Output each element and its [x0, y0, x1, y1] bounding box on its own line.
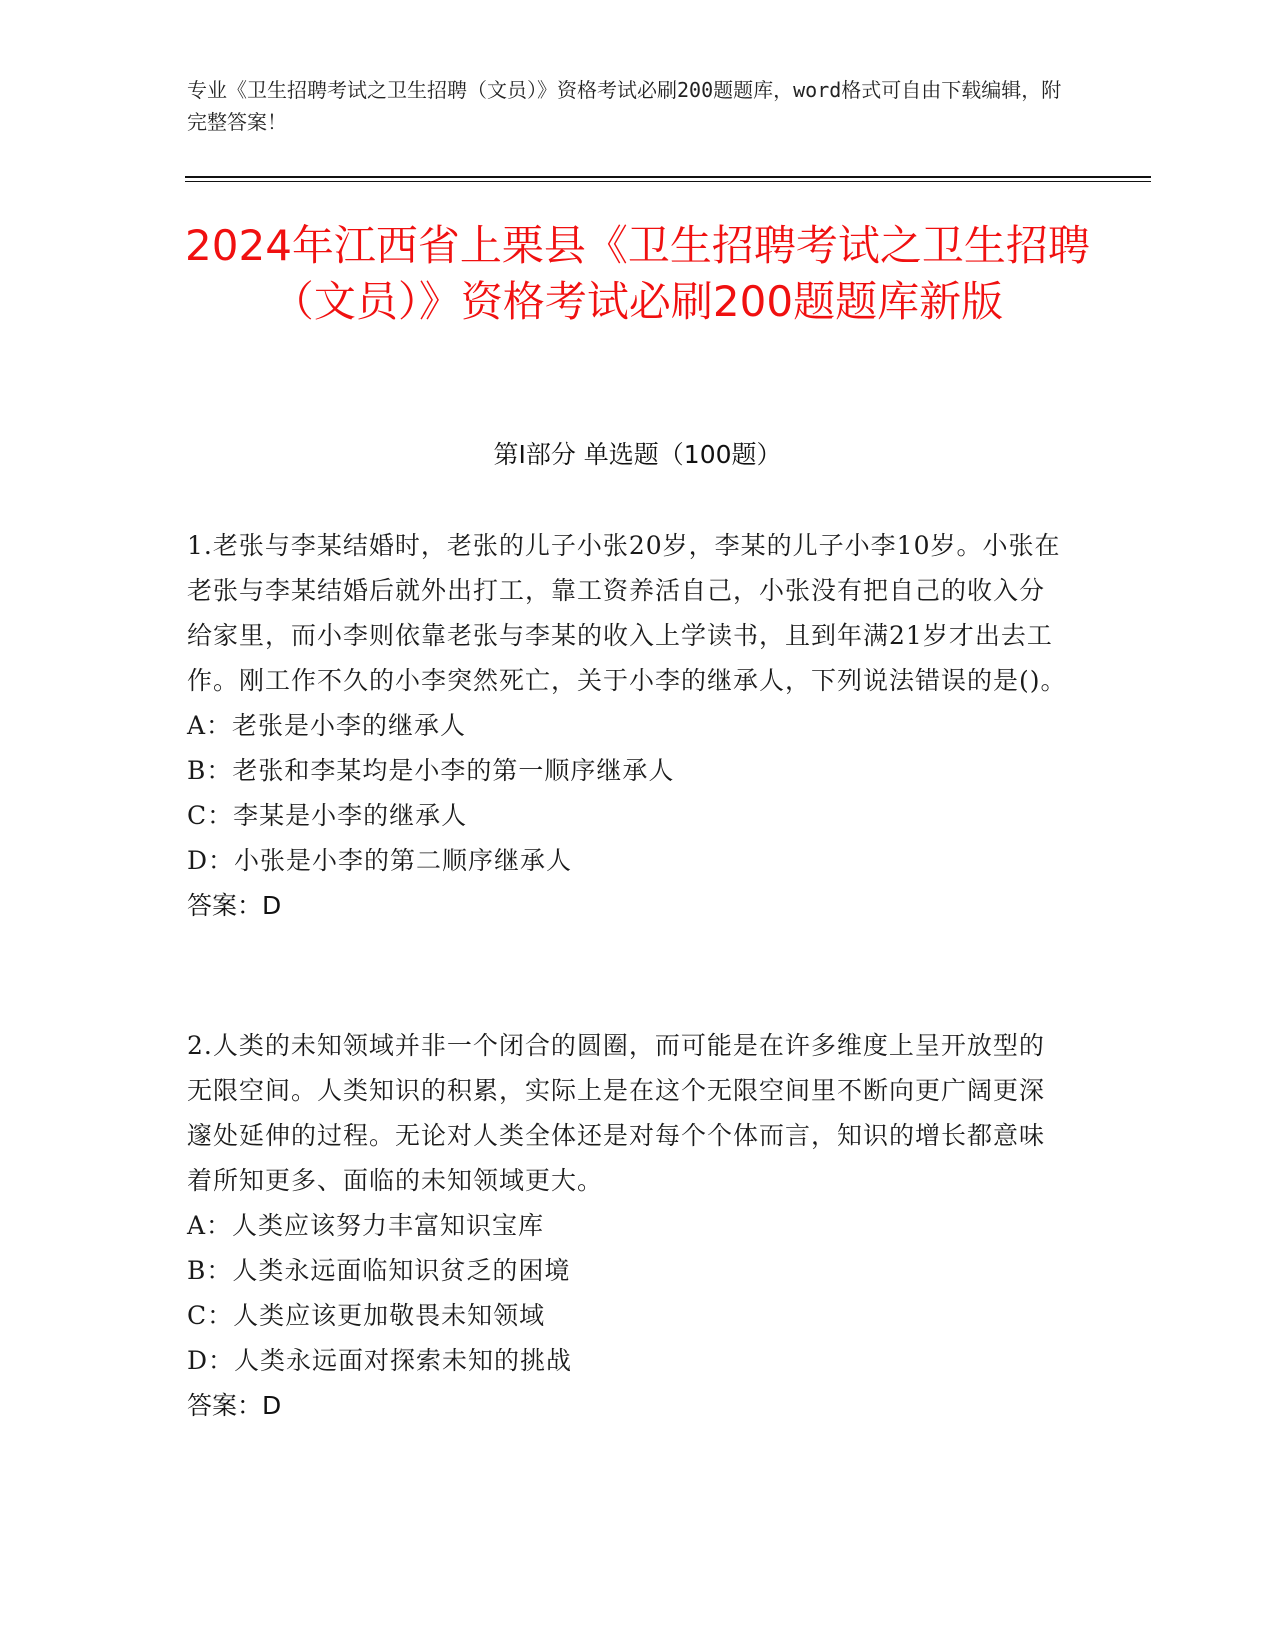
option-b: B：老张和李某均是小李的第一顺序继承人: [187, 756, 675, 785]
option-b: B：人类永远面临知识贫乏的困境: [187, 1256, 571, 1285]
option-d: D：小张是小李的第二顺序继承人: [187, 846, 573, 875]
option-d: D：人类永远面对探索未知的挑战: [187, 1346, 573, 1375]
answer: 答案：D: [187, 891, 282, 920]
answer: 答案：D: [187, 1391, 282, 1420]
question-1: [187, 523, 1067, 928]
header-note: 专业《卫生招聘考试之卫生招聘（文员）》资格考试必刷200题题库，word格式可自由下载编辑，附完整答案！: [187, 78, 1062, 134]
option-c: C：李某是小李的继承人: [187, 801, 468, 830]
option-a: A：老张是小李的继承人: [187, 711, 467, 740]
header-divider-thin: [185, 181, 1151, 182]
document-title: 2024年江西省上栗县《卫生招聘考试之卫生招聘（文员）》资格考试必刷200题题库新版: [185, 221, 1090, 326]
option-a: A：人类应该努力丰富知识宝库: [187, 1211, 545, 1240]
header-divider-thick: [185, 176, 1151, 178]
question-2: [187, 1023, 1067, 1428]
question-stem: 1.老张与李某结婚时，老张的儿子小张20岁，李某的儿子小李10岁。小张在老张与李某结婚后就外出打工，靠工资养活自己，小张没有把自己的收入分给家里，而小李则依靠老张与李某的收入上学读书，且到年满21岁才出去工作。刚工作不久的小李突然死亡，关于小李的继承人，下列说法错误的是()。: [187, 531, 1067, 695]
section-heading: 第I部分 单选题（100题）: [493, 440, 782, 469]
question-stem: 2.人类的未知领域并非一个闭合的圆圈，而可能是在许多维度上呈开放型的无限空间。人类知识的积累，实际上是在这个无限空间里不断向更广阔更深邃处延伸的过程。无论对人类全体还是对每个个体而言，知识的增长都意味着所知更多、面临的未知领域更大。: [187, 1031, 1046, 1195]
option-c: C：人类应该更加敬畏未知领域: [187, 1301, 546, 1330]
